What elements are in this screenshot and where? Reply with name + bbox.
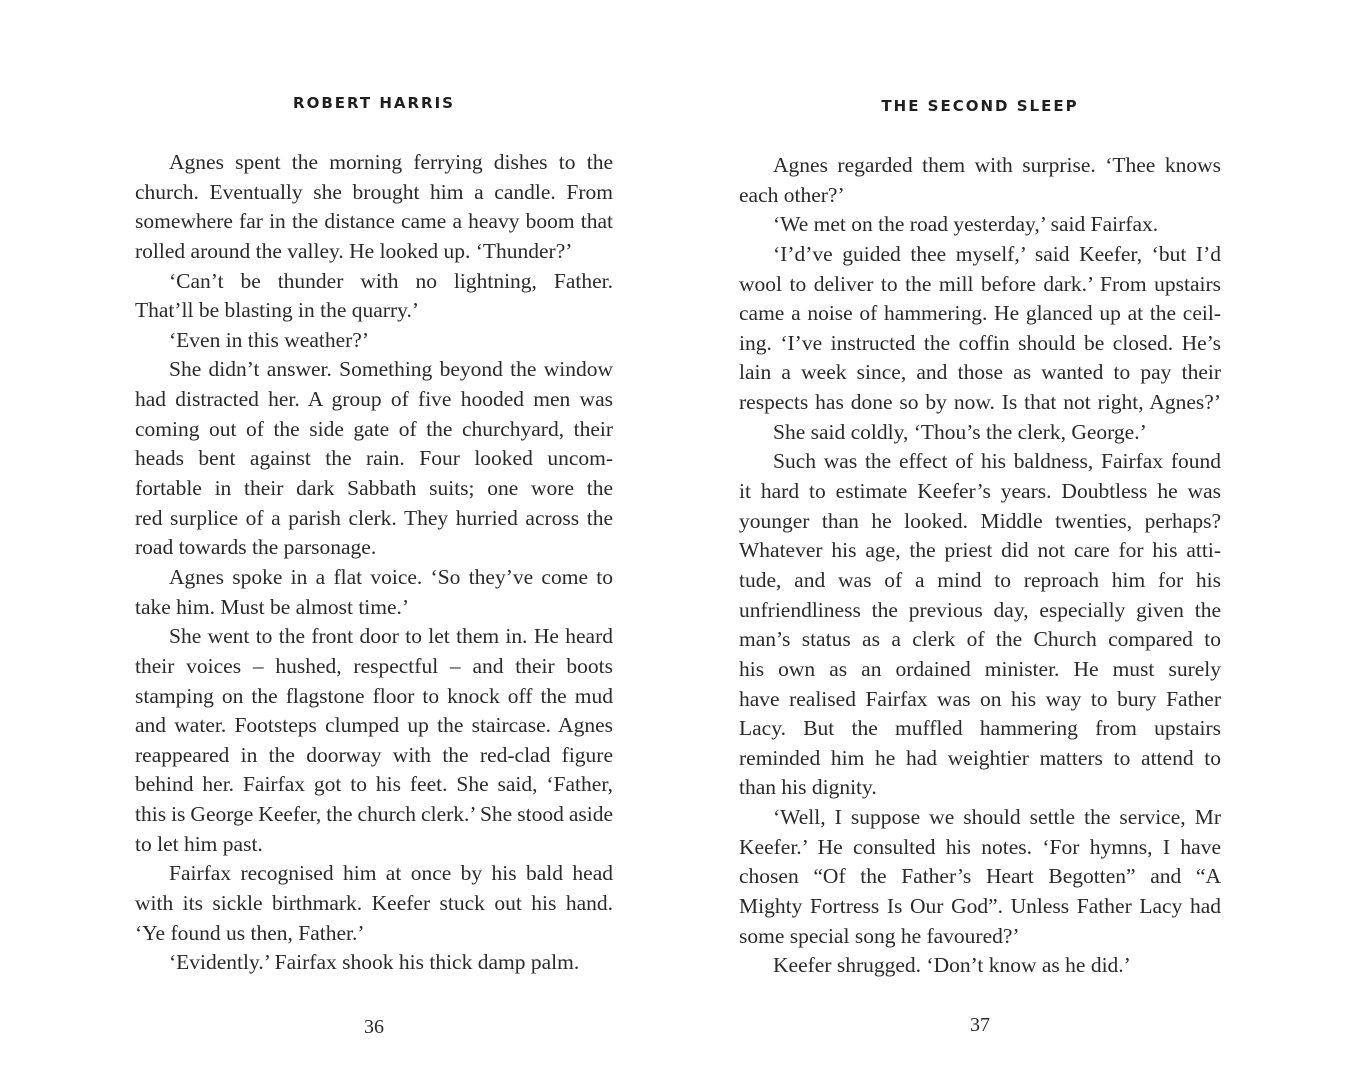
text-line: this is George Keefer, the church clerk.’ She stood aside (135, 802, 613, 827)
text-line: Whatever his age, the priest did not care for his atti- (739, 538, 1221, 563)
text-line: with its sickle birthmark. Keefer stuck out his hand. (135, 891, 613, 916)
text-line: Agnes spent the morning ferrying dishes to the (169, 150, 613, 174)
text-line: it hard to estimate Keefer’s years. Doubtless he was (739, 479, 1221, 504)
text-line: Lacy. But the muffled hammering from upstairs (739, 716, 1221, 741)
text-line: Agnes spoke in a flat voice. ‘So they’ve come to (169, 564, 613, 589)
text-line: Fairfax recognised him at once by his bald head (169, 861, 613, 886)
text-line: ‘Ye found us then, Father.’ (135, 920, 365, 945)
text-line: heads bent against the rain. Four looked uncom- (135, 446, 613, 471)
text-line: reappeared in the doorway with the red-clad figure (135, 742, 613, 767)
page-number: 37 (970, 1014, 990, 1036)
text-line: some special song he favoured?’ (739, 923, 1020, 948)
text-line: than his dignity. (739, 775, 877, 800)
text-line: wool to deliver to the mill before dark.’ From upstairs (739, 271, 1221, 296)
text-line: Mighty Fortress Is Our God”. Unless Father Lacy had (739, 894, 1221, 919)
running-head-author: ROBERT HARRIS (293, 94, 455, 112)
text-line: She said coldly, ‘Thou’s the clerk, George.’ (773, 419, 1147, 444)
running-head-title: THE SECOND SLEEP (881, 97, 1079, 115)
text-line: ‘I’d’ve guided thee myself,’ said Keefer, ‘but I’d (773, 241, 1221, 266)
text-line: ‘Can’t be thunder with no lightning, Father. (169, 268, 613, 293)
text-line: ‘Even in this weather?’ (169, 327, 369, 352)
text-line: behind her. Fairfax got to his feet. She said, ‘Father, (135, 772, 613, 797)
text-line: came a noise of hammering. He glanced up at the ceil- (739, 301, 1221, 326)
text-line: ing. ‘I’ve instructed the coffin should be closed. He’s (739, 330, 1221, 355)
body-text (739, 151, 1221, 981)
text-line: and water. Footsteps clumped up the staircase. Agnes (135, 713, 613, 738)
page-number: 36 (364, 1016, 384, 1038)
text-line: road towards the parsonage. (135, 535, 377, 560)
text-line: Agnes regarded them with surprise. ‘Thee knows (773, 153, 1221, 177)
text-line: man’s status as a clerk of the Church compared to (739, 627, 1221, 652)
body-text (135, 148, 613, 978)
text-line: chosen “Of the Father’s Heart Begotten” and “A (739, 864, 1221, 889)
text-line: each other?’ (739, 182, 845, 207)
text-line: his own as an ordained minister. He must surely (739, 656, 1221, 681)
text-line: red surplice of a parish clerk. They hurried across the (135, 505, 613, 530)
text-line: ‘Evidently.’ Fairfax shook his thick damp palm. (169, 950, 580, 975)
text-line: have realised Fairfax was on his way to bury Father (739, 686, 1221, 711)
text-line: She didn’t answer. Something beyond the window (169, 357, 613, 382)
left-page (0, 0, 677, 1080)
text-line: respects has done so by now. Is that not right, Agnes?’ (739, 390, 1221, 415)
text-line: lain a week since, and those as wanted to pay their (739, 360, 1221, 385)
text-line: rolled around the valley. He looked up. ‘Thunder?’ (135, 238, 573, 263)
text-line: Such was the effect of his baldness, Fairfax found (773, 449, 1221, 474)
text-line: stamping on the flagstone floor to knock off the mud (135, 683, 613, 708)
text-line: younger than he looked. Middle twenties, perhaps? (739, 508, 1221, 533)
text-line: unfriendliness the previous day, especially given the (739, 597, 1221, 622)
text-line: reminded him he had weightier matters to attend to (739, 745, 1221, 770)
text-line: Keefer.’ He consulted his notes. ‘For hymns, I have (739, 834, 1221, 859)
text-line: ‘Well, I suppose we should settle the service, Mr (773, 805, 1221, 830)
text-line: That’ll be blasting in the quarry.’ (135, 298, 419, 323)
text-line: their voices – hushed, respectful – and their boots (135, 653, 613, 678)
text-line: take him. Must be almost time.’ (135, 594, 410, 619)
right-page (677, 0, 1355, 1080)
text-line: coming out of the side gate of the churchyard, their (135, 416, 613, 441)
text-line: fortable in their dark Sabbath suits; one wore the (135, 476, 613, 501)
text-line: tude, and was of a mind to reproach him for his (739, 567, 1221, 592)
text-line: Keefer shrugged. ‘Don’t know as he did.’ (773, 953, 1131, 978)
text-line: had distracted her. A group of five hooded men was (135, 387, 613, 412)
text-line: somewhere far in the distance came a heavy boom that (135, 209, 613, 234)
text-line: ‘We met on the road yesterday,’ said Fairfax. (773, 212, 1159, 237)
text-line: She went to the front door to let them in. He heard (169, 624, 613, 649)
text-line: to let him past. (135, 831, 263, 856)
text-line: church. Eventually she brought him a candle. From (135, 179, 613, 204)
